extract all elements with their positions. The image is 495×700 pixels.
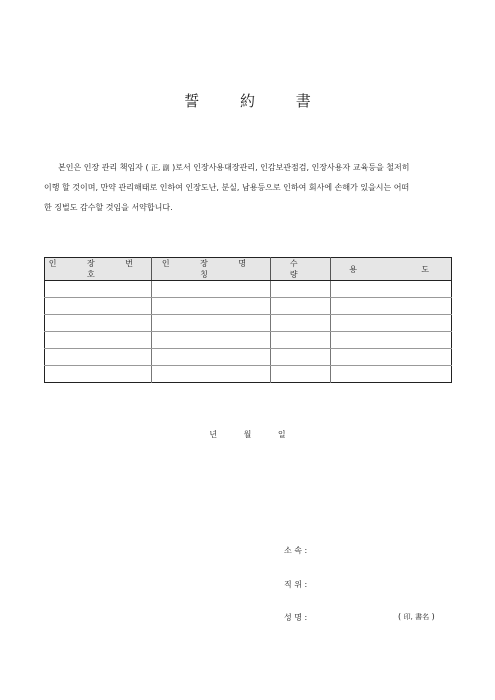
cell-quantity[interactable] bbox=[271, 281, 331, 298]
table-row bbox=[45, 366, 452, 383]
table-row bbox=[45, 315, 452, 332]
cell-quantity[interactable] bbox=[271, 315, 331, 332]
cell-quantity[interactable] bbox=[271, 366, 331, 383]
table-row bbox=[45, 281, 452, 298]
cell-seal-number[interactable] bbox=[45, 366, 152, 383]
seal-note-text: 印, 書名 bbox=[403, 613, 430, 621]
pledge-line-1 bbox=[44, 158, 456, 178]
table-row bbox=[45, 349, 452, 366]
cell-seal-number[interactable] bbox=[45, 281, 152, 298]
cell-seal-name[interactable] bbox=[151, 349, 271, 366]
date-line: 년 월 일 bbox=[209, 430, 286, 439]
cell-seal-number[interactable] bbox=[45, 332, 152, 349]
pledge-line-2: 이행 할 것이며, 만약 관리해태로 인하여 인장도난, 분실, 남용등으로 인하여 회사에 손해가 있을시는 어떠 bbox=[44, 183, 410, 192]
cell-usage[interactable] bbox=[331, 366, 452, 383]
cell-seal-number[interactable] bbox=[45, 298, 152, 315]
header-usage-label-1: 용 bbox=[349, 264, 357, 274]
name-field[interactable] bbox=[284, 612, 307, 623]
cell-quantity[interactable] bbox=[271, 298, 331, 315]
cell-seal-number[interactable] bbox=[45, 315, 152, 332]
header-seal-number bbox=[45, 258, 152, 281]
pledge-paragraph bbox=[44, 158, 456, 218]
header-seal-name-label: 인 장 명 칭 bbox=[161, 259, 261, 279]
name-label: 성 명 : bbox=[284, 613, 308, 622]
position-label: 직 위 : bbox=[284, 580, 308, 589]
seal-table bbox=[44, 257, 452, 383]
cell-usage[interactable] bbox=[331, 281, 452, 298]
seal-note-open: ( bbox=[398, 612, 404, 621]
cell-usage[interactable] bbox=[331, 315, 452, 332]
cell-seal-name[interactable] bbox=[151, 332, 271, 349]
affiliation-field[interactable] bbox=[284, 545, 307, 556]
cell-usage[interactable] bbox=[331, 298, 452, 315]
seal-signature-note bbox=[398, 612, 435, 622]
cell-seal-name[interactable] bbox=[151, 281, 271, 298]
seal-note-close: ) bbox=[429, 612, 435, 621]
pledge-line-1-hanja: 正, 副 bbox=[151, 164, 170, 172]
cell-usage[interactable] bbox=[331, 349, 452, 366]
cell-seal-name[interactable] bbox=[151, 315, 271, 332]
cell-seal-name[interactable] bbox=[151, 366, 271, 383]
pledge-line-3: 한 징벌도 감수할 것임을 서약합니다. bbox=[44, 203, 173, 212]
cell-seal-name[interactable] bbox=[151, 298, 271, 315]
document-title: 誓 約 書 bbox=[184, 92, 329, 110]
position-field[interactable] bbox=[284, 579, 307, 590]
header-quantity bbox=[271, 258, 331, 281]
cell-quantity[interactable] bbox=[271, 349, 331, 366]
pledge-line-1-pre: 본인은 인장 관리 책임자 ( bbox=[58, 163, 152, 172]
header-quantity-label: 수 량 bbox=[289, 259, 312, 279]
header-usage bbox=[331, 258, 452, 281]
seal-table-header-row bbox=[45, 258, 452, 281]
header-usage-label-2: 도 bbox=[421, 264, 429, 274]
table-row bbox=[45, 332, 452, 349]
cell-usage[interactable] bbox=[331, 332, 452, 349]
cell-quantity[interactable] bbox=[271, 332, 331, 349]
cell-seal-number[interactable] bbox=[45, 349, 152, 366]
header-seal-name bbox=[151, 258, 271, 281]
affiliation-label: 소 속 : bbox=[284, 546, 308, 555]
header-seal-number-label: 인 장 번 호 bbox=[48, 259, 147, 279]
table-row bbox=[45, 298, 452, 315]
pledge-line-1-post: )로서 인장사용대장관리, 인감보관점검, 인장사용자 교육등을 철저히 bbox=[169, 163, 410, 172]
